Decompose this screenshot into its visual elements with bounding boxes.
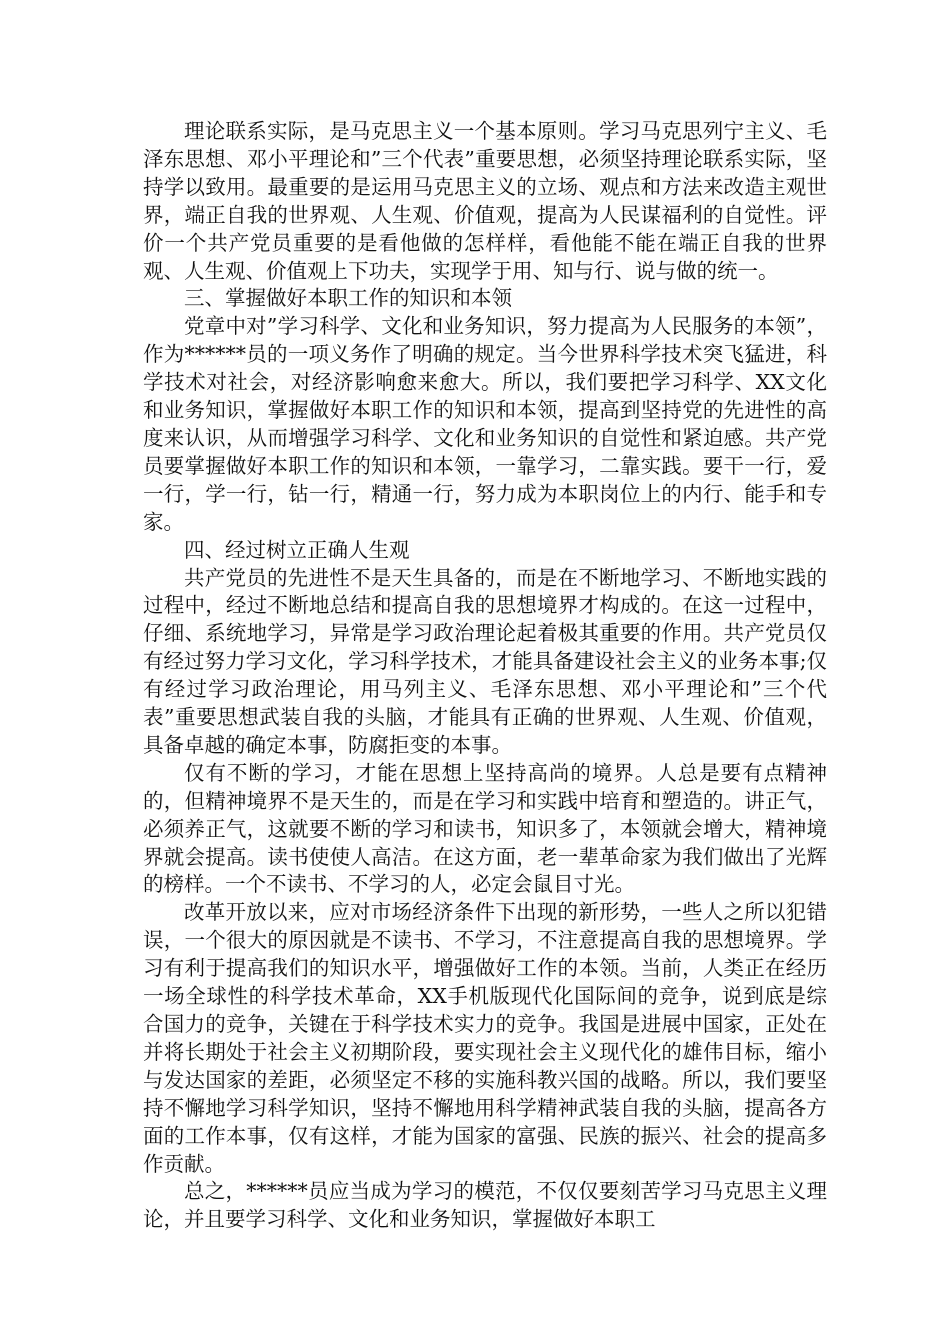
- paragraph-knowledge-skills: 党章中对”学习科学、文化和业务知识，努力提高为人民服务的本领”，作为******员的一项义务作了明确的规定。当今世界科学技术突飞猛进，科学技术对社会，对经济影响愈来愈大。所以，我们要把学习科学、XX文化和业务知识，掌握做好本职工作的知识和本领，提高到坚持党的先进性的高度来认识，从而增强学习科学、文化和业务知识的自觉性和紧迫感。共产党员要掌握做好本职工作的知识和本领，一靠学习，二靠实践。要干一行，爱一行，学一行，钻一行，精通一行，努力成为本职岗位上的内行、能手和专家。: [143, 314, 827, 534]
- section-heading-four: 四、经过树立正确人生观: [184, 537, 410, 562]
- document-body: [143, 118, 827, 1234]
- paragraph-conclusion: 总之，******员应当成为学习的模范，不仅仅要刻苦学习马克思主义理论，并且要学习科学、文化和业务知识，掌握做好本职工: [143, 1179, 827, 1232]
- paragraph-theory-practice: 理论联系实际，是马克思主义一个基本原则。学习马克思列宁主义、毛泽东思想、邓小平理论和”三个代表”重要思想，必须坚持理论联系实际，坚持学以致用。最重要的是运用马克思主义的立场、观点和方法来改造主观世界，端正自我的世界观、人生观、价值观，提高为人民谋福利的自觉性。评价一个共产党员重要的是看他做的怎样样，看他能不能在端正自我的世界观、人生观、价值观上下功夫，实现学于用、知与行、说与做的统一。: [143, 119, 827, 283]
- paragraph-advanced-nature: 共产党员的先进性不是天生具备的，而是在不断地学习、不断地实践的过程中，经过不断地总结和提高自我的思想境界才构成的。在这一过程中，仔细、系统地学习，异常是学习政治理论起着极其重要的作用。共产党员仅有经过努力学习文化，学习科学技术，才能具备建设社会主义的业务本事;仅有经过学习政治理论，用马列主义、毛泽东思想、邓小平理论和”三个代表”重要思想武装自我的头脑，才能具有正确的世界观、人生观、价值观，具备卓越的确定本事，防腐拒变的本事。: [143, 565, 827, 757]
- paragraph-continuous-study: 仅有不断的学习，才能在思想上坚持高尚的境界。人总是要有点精神的，但精神境界不是天生的，而是在学习和实践中培育和塑造的。讲正气，必须养正气，这就要不断的学习和读书，知识多了，本领就会增大，精神境界就会提高。读书使使人高洁。在这方面，老一辈革命家为我们做出了光辉的榜样。一个不读书、不学习的人，必定会鼠目寸光。: [143, 760, 827, 897]
- section-heading-three: 三、掌握做好本职工作的知识和本领: [184, 286, 512, 311]
- paragraph-reform-opening: 改革开放以来，应对市场经济条件下出现的新形势，一些人之所以犯错误，一个很大的原因就是不读书、不学习，不注意提高自我的思想境界。学习有利于提高我们的知识水平，增强做好工作的本领。当前，人类正在经历一场全球性的科学技术革命，XX手机版现代化国际间的竞争，说到底是综合国力的竞争，关键在于科学技术实力的竞争。我国是进展中国家，正处在并将长期处于社会主义初期阶段，要实现社会主义现代化的雄伟目标，缩小与发达国家的差距，必须坚定不移的实施科教兴国的战略。所以，我们要坚持不懈地学习科学知识，坚持不懈地用科学精神武装自我的头脑，提高各方面的工作本事，仅有这样，才能为国家的富强、民族的振兴、社会的提高多作贡献。: [143, 900, 827, 1176]
